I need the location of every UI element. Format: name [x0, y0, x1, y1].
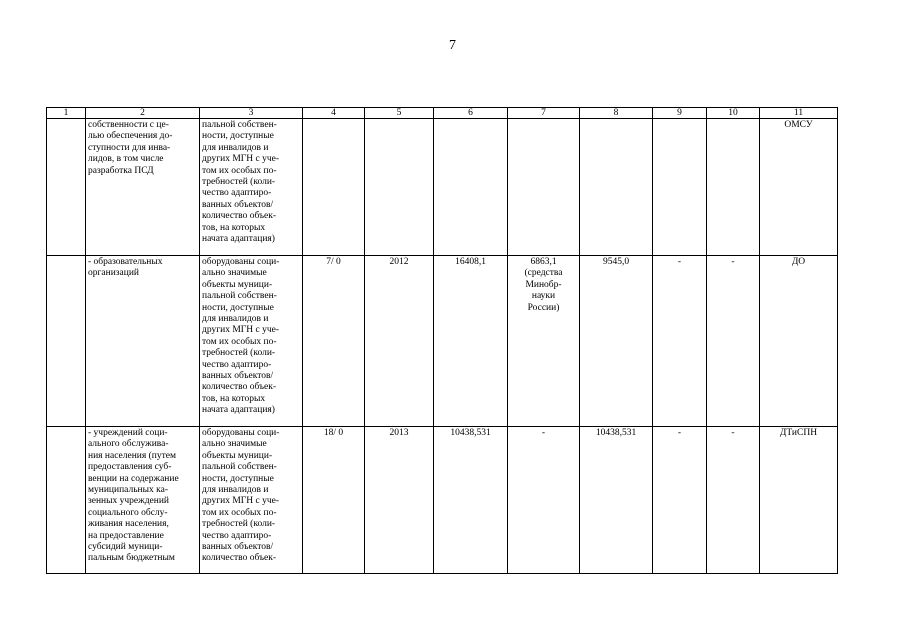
objects-count-cell: 7/ 0: [303, 256, 365, 427]
regional-amount-cell: [580, 119, 653, 256]
measure-name-cell: - образовательных организаций: [86, 256, 200, 427]
local-amount-cell: -: [653, 427, 707, 574]
objects-count-cell: [303, 119, 365, 256]
table-row: [47, 119, 838, 256]
page-number: 7: [449, 38, 456, 53]
objects-count-cell: 18/ 0: [303, 427, 365, 574]
year-cell: [365, 119, 434, 256]
other-amount-cell: [707, 119, 760, 256]
row-number-cell: [47, 427, 86, 574]
table-row: [47, 427, 838, 574]
header-cell: 6: [434, 108, 508, 119]
indicator-cell: пальной собствен- ности, доступные для инвалидов и других МГН с уче- том их особых по- требностей (коли- чество адаптиро- ванных объектов/ количество объек- тов, на которых начата адаптация): [200, 119, 303, 256]
executor-cell: ДТиСПН: [760, 427, 838, 574]
total-amount-cell: 16408,1: [434, 256, 508, 427]
header-cell: 3: [200, 108, 303, 119]
measure-name-cell: собственности с це- лью обеспечения до- ступности для инва- лидов, в том числе разработка ПСД: [86, 119, 200, 256]
header-cell: 7: [508, 108, 580, 119]
table-row: [47, 256, 838, 427]
header-cell: 4: [303, 108, 365, 119]
federal-amount-cell: 6863,1 (средства Минобр- науки России): [508, 256, 580, 427]
regional-amount-cell: 10438,531: [580, 427, 653, 574]
header-cell: 2: [86, 108, 200, 119]
other-amount-cell: -: [707, 427, 760, 574]
local-amount-cell: -: [653, 256, 707, 427]
year-cell: 2012: [365, 256, 434, 427]
federal-amount-cell: -: [508, 427, 580, 574]
row-number-cell: [47, 119, 86, 256]
header-cell: 11: [760, 108, 838, 119]
data-table: [46, 107, 838, 574]
header-cell: 10: [707, 108, 760, 119]
other-amount-cell: -: [707, 256, 760, 427]
executor-cell: ДО: [760, 256, 838, 427]
indicator-cell: оборудованы соци- ально значимые объекты муници- пальной собствен- ности, доступные для инвалидов и других МГН с уче- том их особых по- требностей (коли- чество адаптиро- ванных объектов/ количество объек- тов, на которых начата адаптация): [200, 256, 303, 427]
header-cell: 1: [47, 108, 86, 119]
local-amount-cell: [653, 119, 707, 256]
indicator-cell: оборудованы соци- ально значимые объекты муници- пальной собствен- ности, доступные для инвалидов и других МГН с уче- том их особых по- требностей (коли- чество адаптиро- ванных объектов/ количество объек-: [200, 427, 303, 574]
total-amount-cell: [434, 119, 508, 256]
total-amount-cell: 10438,531: [434, 427, 508, 574]
federal-amount-cell: [508, 119, 580, 256]
header-cell: 5: [365, 108, 434, 119]
measure-name-cell: - учреждений соци- ального обслужива- ния населения (путем предоставления суб- венции на содержание муниципальных ка- зенных учреждений социального обслу- живания населения, на предоставление субсидий муници- пальным бюджетным: [86, 427, 200, 574]
row-number-cell: [47, 256, 86, 427]
header-cell: 8: [580, 108, 653, 119]
regional-amount-cell: 9545,0: [580, 256, 653, 427]
executor-cell: ОМСУ: [760, 119, 838, 256]
header-cell: 9: [653, 108, 707, 119]
table-header-row: [47, 108, 838, 119]
year-cell: 2013: [365, 427, 434, 574]
